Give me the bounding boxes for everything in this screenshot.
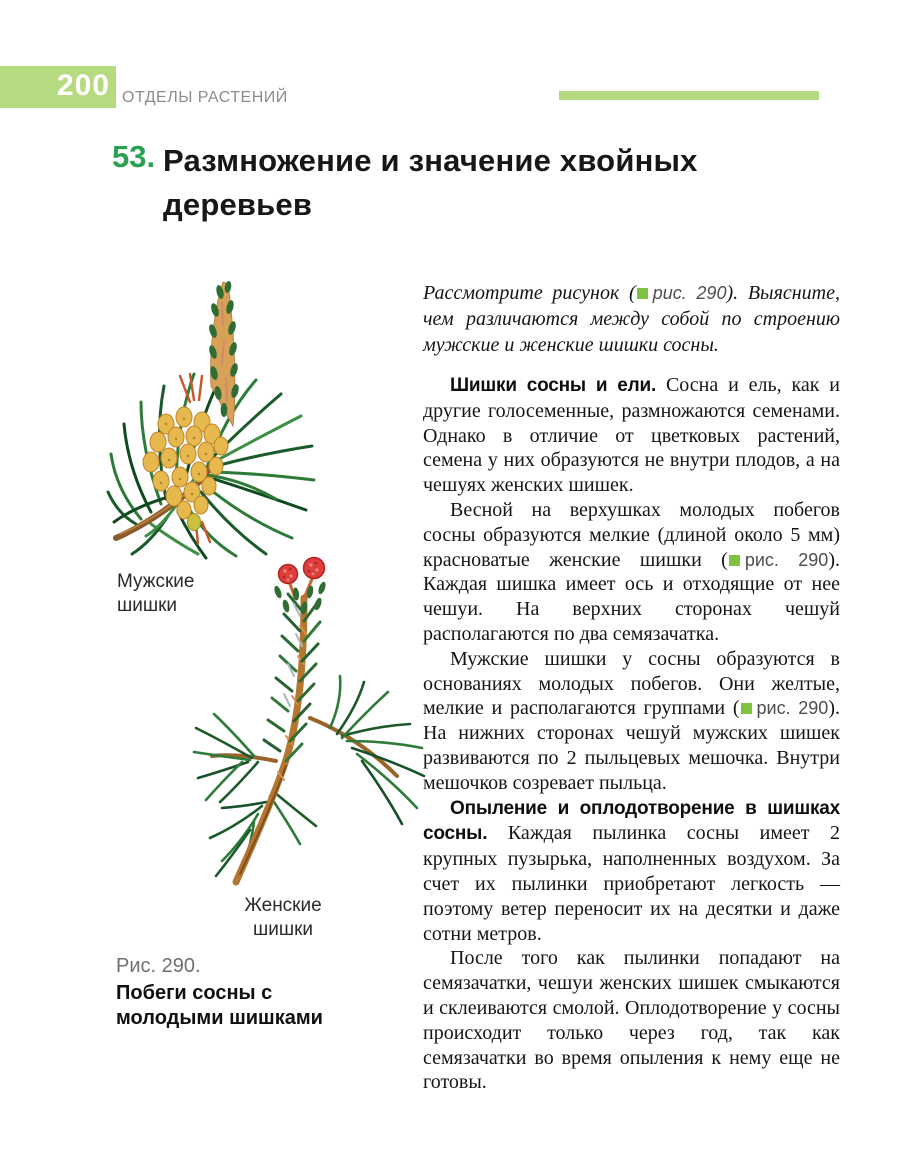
male-cones-illustration: [106, 274, 318, 560]
figure-reference: [636, 282, 727, 304]
page-number: 200: [56, 69, 110, 102]
body-paragraph: После того как пылинки попадают на семязачатки, чешуи женских шишек смыкаются и склеиваются смолой. Оплодотворение у сосны происходит только через год, так как семязачатки во время опыления к нему еще не готовы.: [423, 947, 840, 1094]
female-cones-illustration: [192, 556, 428, 888]
body-paragraph: Весной на верхушках молодых побегов сосны образуются мелкие (длиной около 5 мм) красноватые женские шишки ( рис. 290). Каждая шишка имеет ось и отходящие от нее чешуи. На верхних сторонах чешуй располагаются по два семязачатка.: [423, 498, 840, 645]
figure-label: Рис. 290.: [116, 955, 201, 977]
body-paragraph: Опыление и оплодотворение в шишках сосны. Каждая пылинка сосны имеет 2 крупных пузырька, наполненных воздухом. За счет их пылинки приобретают легкость — поэтому ветер переносит их на десятки и даже сотни метров.: [423, 797, 840, 945]
body-paragraph: Шишки сосны и ели. Сосна и ель, как и другие голосеменные, размножаются семенами. Однако в отличие от цветковых растений, семена у них образуются не внутри плодов, а на чешуях женских шишек.: [423, 374, 840, 497]
header-accent-bar: [559, 91, 819, 100]
chapter-number: 53.: [112, 139, 156, 174]
figure-reference: [728, 549, 829, 571]
figure-ref-label: рис. 290: [652, 283, 727, 303]
figure-caption: Побеги сосны с молодыми шишками: [116, 982, 323, 1029]
figure-reference: [740, 697, 829, 719]
page-number-tab: [0, 66, 116, 108]
chapter-title: Размножение и значение хвойных деревьев: [163, 143, 698, 222]
body-paragraph: Мужские шишки у сосны образуются в основаниях молодых побегов. Они желтые, мелкие и располагаются группами ( рис. 290). На нижних сторонах чешуй мужских шишек развиваются по 2 пыльцевых мешочка. Внутри мешочков созревает пыльца.: [423, 647, 840, 794]
intro-paragraph: Рассмотрите рисунок ( рис. 290). Выясните, чем различаются между собой по строению мужские и женские шишки сосны.: [423, 282, 841, 356]
figure-ref-square-icon: [637, 288, 648, 299]
figure-ref-square-icon: [729, 555, 740, 566]
article-column: [423, 280, 840, 1095]
figure-ref-square-icon: [741, 703, 752, 714]
female-cones-caption: Женские шишки: [244, 895, 322, 940]
figure-ref-label: рис. 290: [756, 698, 829, 719]
run-in-heading: Шишки сосны и ели.: [450, 375, 666, 396]
run-in-heading: Опыление и оплодотворение в шишках сосны.: [423, 797, 840, 845]
figure-ref-label: рис. 290: [744, 549, 829, 570]
male-cones-caption: Мужские шишки: [117, 571, 195, 616]
running-header: ОТДЕЛЫ РАСТЕНИЙ: [122, 89, 288, 106]
body-paragraphs: [423, 373, 840, 1095]
